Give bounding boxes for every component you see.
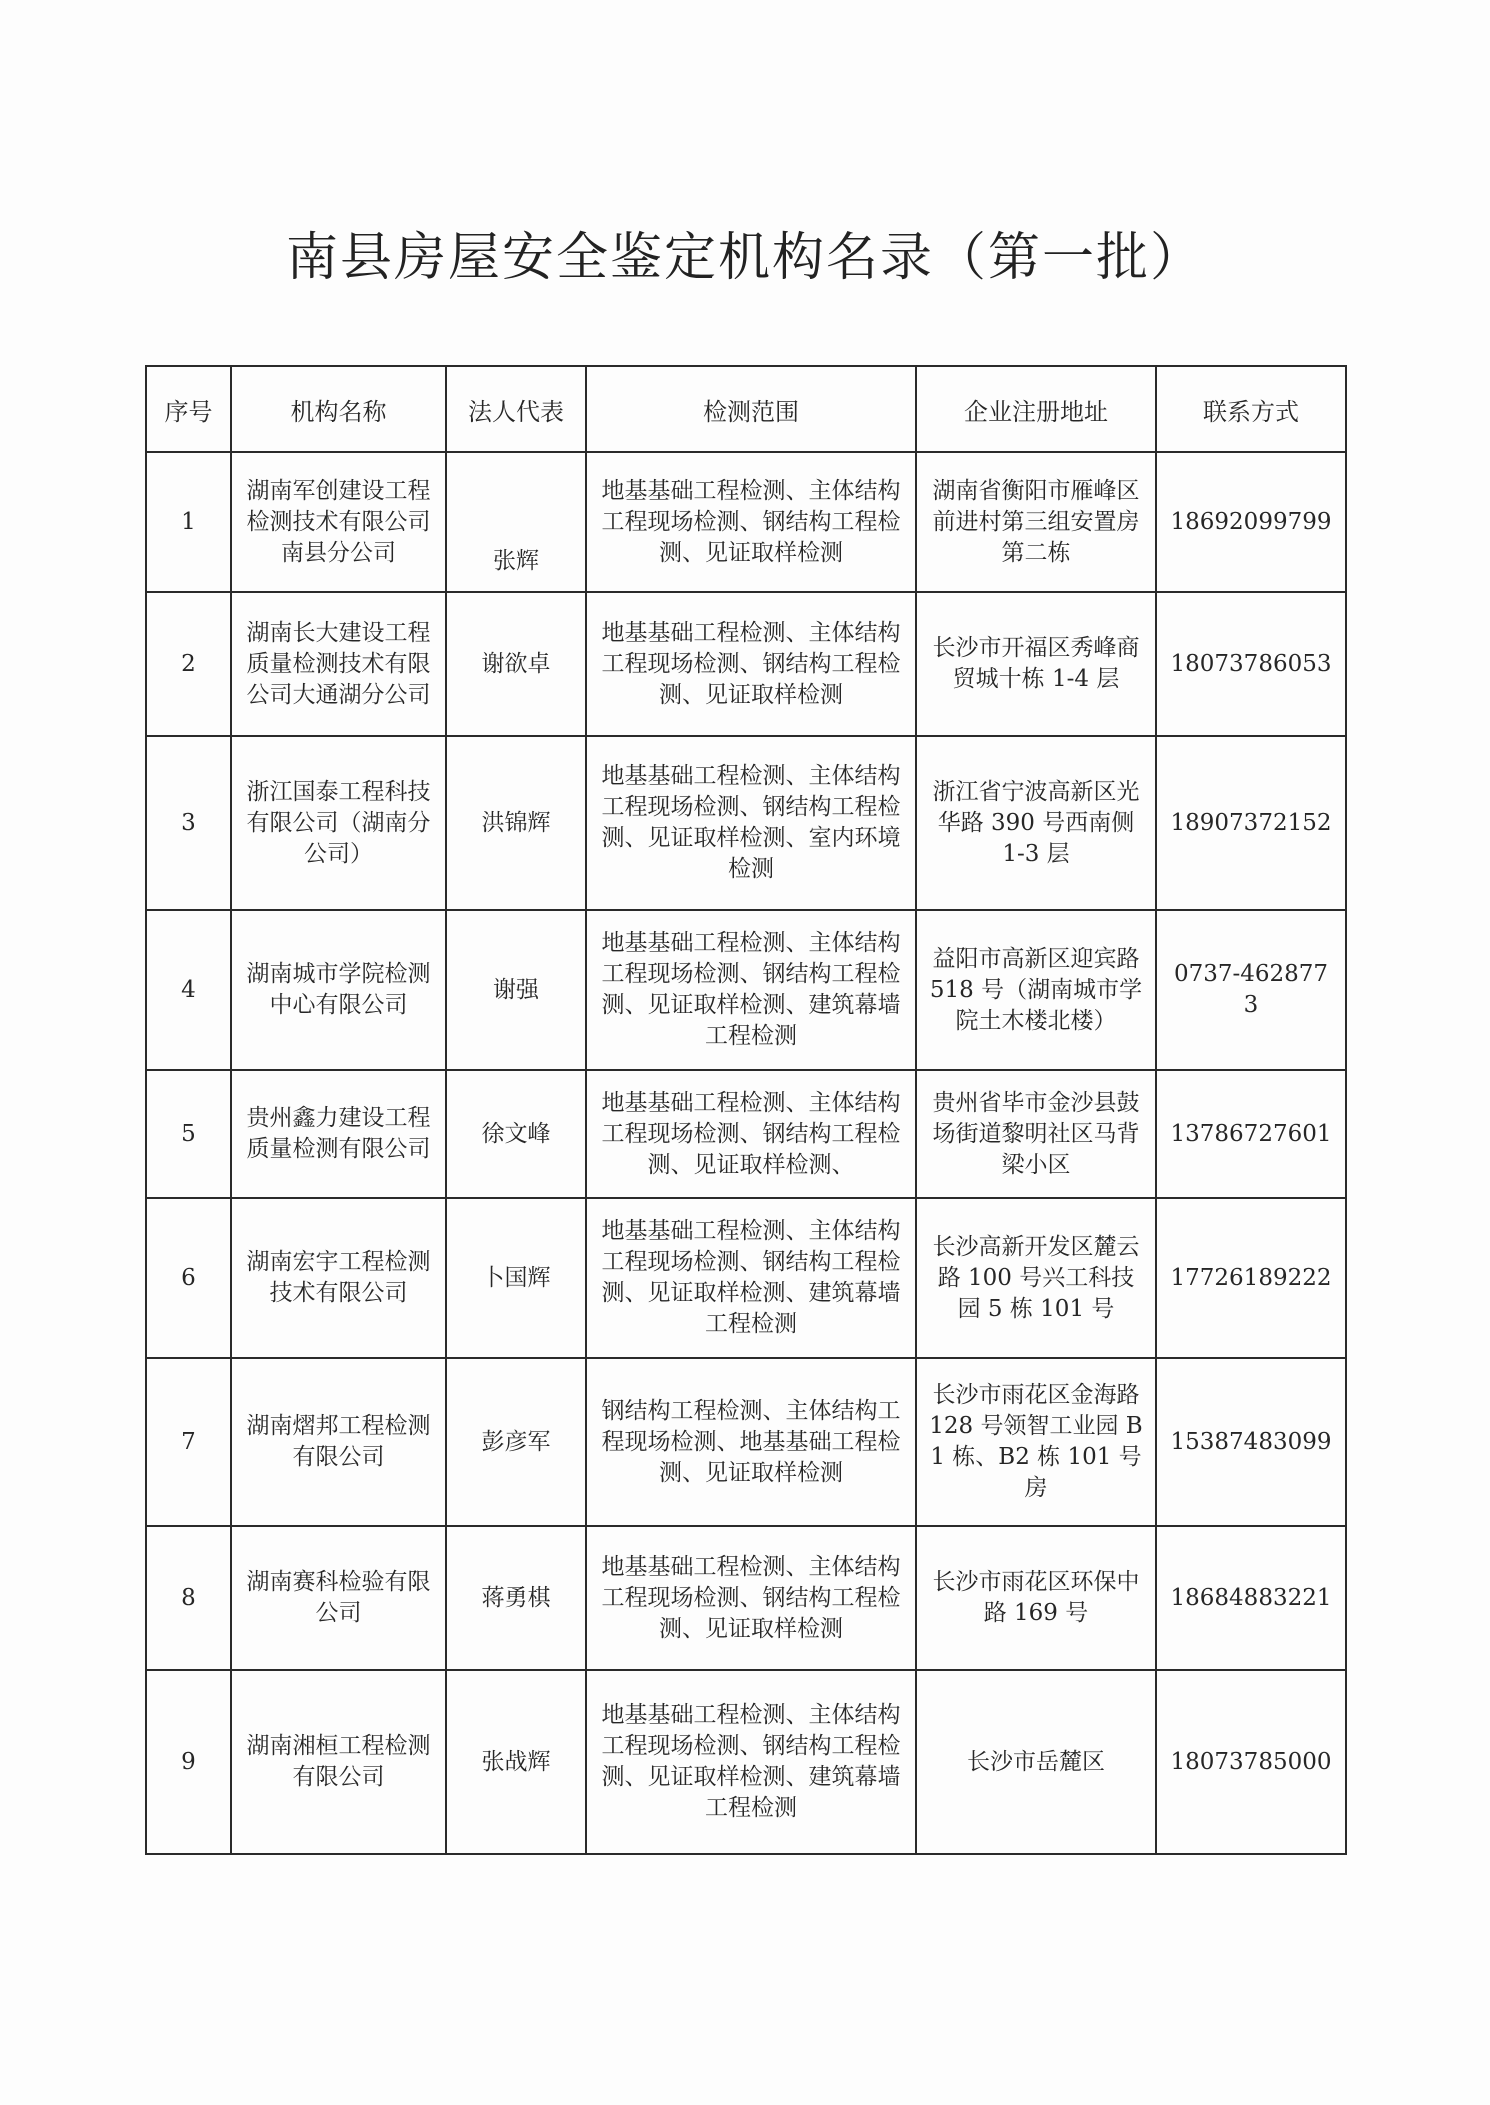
contact-phone: 18692099799	[1156, 452, 1346, 592]
registered-address: 益阳市高新区迎宾路 518 号（湖南城市学院土木楼北楼）	[916, 910, 1156, 1070]
row-number: 9	[146, 1670, 231, 1854]
legal-representative: 张辉	[446, 452, 586, 592]
institution-table	[145, 365, 1347, 1855]
legal-representative: 谢欲卓	[446, 592, 586, 736]
column-header-no: 序号	[146, 366, 231, 452]
legal-representative: 谢强	[446, 910, 586, 1070]
contact-phone: 15387483099	[1156, 1358, 1346, 1526]
table-row	[146, 910, 1346, 1070]
contact-phone: 18907372152	[1156, 736, 1346, 910]
legal-representative: 卜国辉	[446, 1198, 586, 1358]
row-number: 7	[146, 1358, 231, 1526]
row-number: 4	[146, 910, 231, 1070]
institution-name: 湖南军创建设工程检测技术有限公司南县分公司	[231, 452, 446, 592]
testing-scope: 地基基础工程检测、主体结构工程现场检测、钢结构工程检测、见证取样检测、建筑幕墙工程检测	[586, 1198, 916, 1358]
page-title: 南县房屋安全鉴定机构名录（第一批）	[285, 228, 1204, 288]
table-header-row	[146, 366, 1346, 452]
registered-address: 长沙市雨花区金海路 128 号领智工业园 B1 栋、B2 栋 101 号房	[916, 1358, 1156, 1526]
testing-scope: 地基基础工程检测、主体结构工程现场检测、钢结构工程检测、见证取样检测、建筑幕墙工程检测	[586, 910, 916, 1070]
institution-name: 湖南城市学院检测中心有限公司	[231, 910, 446, 1070]
column-header-name: 机构名称	[231, 366, 446, 452]
registered-address: 长沙市雨花区环保中路 169 号	[916, 1526, 1156, 1670]
contact-phone: 18073786053	[1156, 592, 1346, 736]
table-row	[146, 1358, 1346, 1526]
column-header-rep: 法人代表	[446, 366, 586, 452]
institution-name: 贵州鑫力建设工程质量检测有限公司	[231, 1070, 446, 1198]
institution-name: 湖南宏宇工程检测技术有限公司	[231, 1198, 446, 1358]
contact-phone: 18073785000	[1156, 1670, 1346, 1854]
contact-phone: 13786727601	[1156, 1070, 1346, 1198]
legal-representative: 张战辉	[446, 1670, 586, 1854]
registered-address: 湖南省衡阳市雁峰区前进村第三组安置房第二栋	[916, 452, 1156, 592]
testing-scope: 地基基础工程检测、主体结构工程现场检测、钢结构工程检测、见证取样检测、室内环境检测	[586, 736, 916, 910]
institution-name: 湖南赛科检验有限公司	[231, 1526, 446, 1670]
testing-scope: 钢结构工程检测、主体结构工程现场检测、地基基础工程检测、见证取样检测	[586, 1358, 916, 1526]
table-row	[146, 736, 1346, 910]
contact-phone: 0737-4628773	[1156, 910, 1346, 1070]
table-row	[146, 1198, 1346, 1358]
legal-representative: 彭彦军	[446, 1358, 586, 1526]
contact-phone: 18684883221	[1156, 1526, 1346, 1670]
table-row	[146, 1070, 1346, 1198]
registered-address: 长沙市岳麓区	[916, 1670, 1156, 1854]
testing-scope: 地基基础工程检测、主体结构工程现场检测、钢结构工程检测、见证取样检测、	[586, 1070, 916, 1198]
row-number: 8	[146, 1526, 231, 1670]
institution-name: 湖南湘桓工程检测有限公司	[231, 1670, 446, 1854]
contact-phone: 17726189222	[1156, 1198, 1346, 1358]
table-row	[146, 592, 1346, 736]
institution-name: 湖南长大建设工程质量检测技术有限公司大通湖分公司	[231, 592, 446, 736]
testing-scope: 地基基础工程检测、主体结构工程现场检测、钢结构工程检测、见证取样检测、建筑幕墙工程检测	[586, 1670, 916, 1854]
row-number: 5	[146, 1070, 231, 1198]
testing-scope: 地基基础工程检测、主体结构工程现场检测、钢结构工程检测、见证取样检测	[586, 592, 916, 736]
table-row	[146, 1526, 1346, 1670]
institution-name: 浙江国泰工程科技有限公司（湖南分公司）	[231, 736, 446, 910]
row-number: 2	[146, 592, 231, 736]
column-header-address: 企业注册地址	[916, 366, 1156, 452]
legal-representative: 徐文峰	[446, 1070, 586, 1198]
legal-representative: 蒋勇棋	[446, 1526, 586, 1670]
legal-representative: 洪锦辉	[446, 736, 586, 910]
column-header-contact: 联系方式	[1156, 366, 1346, 452]
table-row	[146, 1670, 1346, 1854]
registered-address: 长沙高新开发区麓云路 100 号兴工科技园 5 栋 101 号	[916, 1198, 1156, 1358]
testing-scope: 地基基础工程检测、主体结构工程现场检测、钢结构工程检测、见证取样检测	[586, 1526, 916, 1670]
registered-address: 长沙市开福区秀峰商贸城十栋 1-4 层	[916, 592, 1156, 736]
registered-address: 贵州省毕市金沙县鼓场街道黎明社区马背梁小区	[916, 1070, 1156, 1198]
row-number: 3	[146, 736, 231, 910]
row-number: 6	[146, 1198, 231, 1358]
testing-scope: 地基基础工程检测、主体结构工程现场检测、钢结构工程检测、见证取样检测	[586, 452, 916, 592]
table-row	[146, 452, 1346, 592]
institution-name: 湖南熠邦工程检测有限公司	[231, 1358, 446, 1526]
column-header-scope: 检测范围	[586, 366, 916, 452]
row-number: 1	[146, 452, 231, 592]
registered-address: 浙江省宁波高新区光华路 390 号西南侧 1-3 层	[916, 736, 1156, 910]
